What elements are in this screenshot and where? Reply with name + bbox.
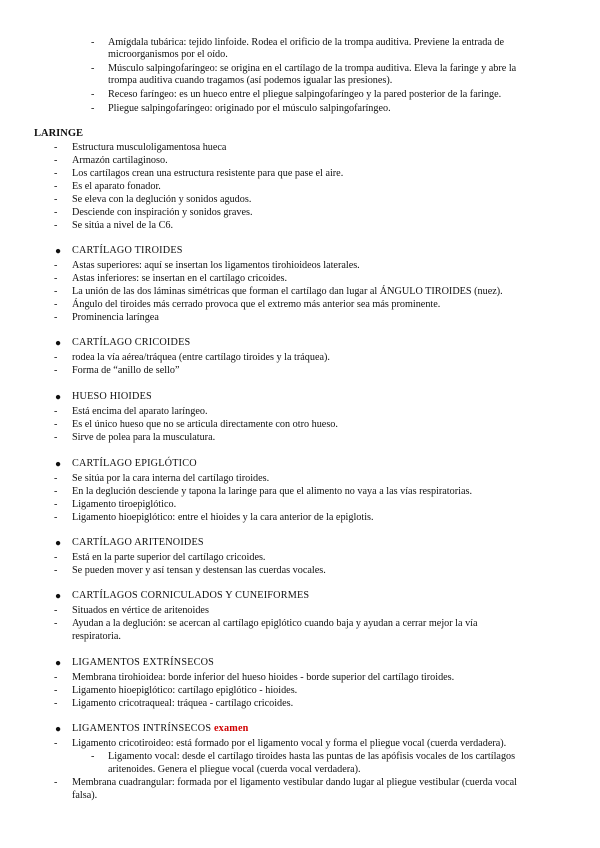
bullet-dash: - (54, 406, 58, 417)
bullet-dash: - (54, 738, 58, 749)
list-item: Es el aparato fonador. (72, 181, 161, 192)
bullet-dot: ● (55, 246, 62, 257)
bullet-dash: - (54, 499, 58, 510)
list-item: Situados en vértice de aritenoides (72, 605, 209, 616)
bullet-dash: - (54, 605, 58, 616)
section-title: CARTÍLAGO CRICOIDES (72, 337, 191, 348)
bullet-dot: ● (55, 658, 62, 669)
bullet-dash: - (54, 365, 58, 376)
bullet-dot: ● (55, 338, 62, 349)
bullet-dash: - (54, 207, 58, 218)
list-item: Está en la parte superior del cartílago cricoides. (72, 552, 266, 563)
bullet-dash: - (54, 672, 58, 683)
section-heading: LARINGE (34, 128, 84, 139)
section-title: LIGAMENTOS EXTRÍNSECOS (72, 657, 215, 668)
bullet-dash: - (54, 473, 58, 484)
list-item-continuation: aritenoides. Genera el pliegue vocal (cuerda vocal verdadera). (108, 764, 361, 775)
list-item: Prominencia laríngea (72, 312, 159, 323)
bullet-dash: - (91, 89, 95, 100)
section-title: HUESO HIOIDES (72, 391, 152, 402)
list-item: Ligamento cricotiroideo: está formado por el ligamento vocal y forma el pliegue vocal (cuerda verdadera). (72, 738, 507, 749)
list-item: Armazón cartilaginoso. (72, 155, 168, 166)
bullet-dash: - (54, 181, 58, 192)
bullet-dash: - (54, 698, 58, 709)
list-item: Amígdala tubárica: tejido linfoide. Rodea el orificio de la trompa auditiva. Previene la entrada de (108, 37, 505, 48)
section-title: CARTÍLAGO TIROIDES (72, 245, 183, 256)
list-item: Membrana cuadrangular: formada por el ligamento vestibular dando lugar al pliegue vestibular (cuerda vocal (72, 777, 517, 788)
bullet-dash: - (54, 312, 58, 323)
list-item: Ligamento hioepiglótico: cartílago epiglótico - hioides. (72, 685, 298, 696)
bullet-dot: ● (55, 724, 62, 735)
list-item: En la deglución desciende y tapona la laringe para que el alimento no vaya a las vías respiratorias. (72, 486, 472, 497)
bullet-dash: - (54, 432, 58, 443)
list-item: Se sitúa a nivel de la C6. (72, 220, 174, 231)
section-title: CARTÍLAGO EPIGLÓTICO (72, 458, 197, 469)
bullet-dash: - (54, 142, 58, 153)
list-item: Los cartílagos crean una estructura resistente para que pase el aire. (72, 168, 344, 179)
bullet-dash: - (54, 352, 58, 363)
list-item: Ligamento cricotraqueal: tráquea - cartílago cricoides. (72, 698, 294, 709)
bullet-dash: - (54, 565, 58, 576)
bullet-dash: - (54, 155, 58, 166)
list-item: Ligamento tiroepiglótico. (72, 499, 177, 510)
list-item-continuation: respiratoria. (72, 631, 121, 642)
list-item: Ligamento vocal: desde el cartílago tiroides hasta las puntas de las apófisis vocales de los cartílagos (108, 751, 516, 762)
bullet-dash: - (54, 419, 58, 430)
list-item: Sirve de polea para la musculatura. (72, 432, 216, 443)
bullet-dash: - (54, 685, 58, 696)
exam-tag: examen (213, 723, 249, 734)
list-item-continuation: trompa auditiva cuando tragamos (así podemos igualar las presiones). (108, 75, 393, 86)
section-title (72, 723, 249, 734)
list-item: Membrana tirohioidea: borde inferior del hueso hioides - borde superior del cartílago tiroides. (72, 672, 455, 683)
list-item: Es el único hueso que no se articula directamente con otro hueso. (72, 419, 338, 430)
list-item: Se pueden mover y así tensan y destensan las cuerdas vocales. (72, 565, 326, 576)
list-item: Ligamento hioepiglótico: entre el hioides y la cara anterior de la epiglotis. (72, 512, 374, 523)
list-item: Receso faríngeo: es un hueco entre el pliegue salpingofaríngeo y la pared posterior de la faringe. (108, 89, 502, 100)
list-item: Ayudan a la deglución: se acercan al cartílago epiglótico cuando baja y ayudan a cerrar mejor la vía (72, 618, 478, 629)
bullet-dash: - (91, 37, 95, 48)
list-item: Pliegue salpingofaríngeo: originado por el músculo salpingofaríngeo. (108, 103, 391, 114)
bullet-dash: - (54, 618, 58, 629)
bullet-dash: - (54, 220, 58, 231)
bullet-dot: ● (55, 591, 62, 602)
list-item: Astas inferiores: se insertan en el cartílago cricoides. (72, 273, 287, 284)
bullet-dash: - (54, 777, 58, 788)
bullet-dot: ● (55, 459, 62, 470)
list-item: Astas superiores: aquí se insertan los ligamentos tirohioideos laterales. (72, 260, 360, 271)
bullet-dash: - (54, 486, 58, 497)
bullet-dot: ● (55, 538, 62, 549)
bullet-dash: - (54, 168, 58, 179)
list-item: La unión de las dos láminas simétricas que forman el cartílago dan lugar al ÁNGULO TIROIDES (nuez). (72, 286, 503, 297)
bullet-dash: - (54, 512, 58, 523)
section-title: CARTÍLAGOS CORNICULADOS Y CUNEIFORMES (72, 590, 310, 601)
bullet-dash: - (54, 286, 58, 297)
bullet-dash: - (54, 552, 58, 563)
section-title: CARTÍLAGO ARITENOIDES (72, 537, 204, 548)
bullet-dash: - (91, 751, 95, 762)
bullet-dash: - (54, 273, 58, 284)
bullet-dot: ● (55, 392, 62, 403)
bullet-dash: - (54, 194, 58, 205)
list-item: Se sitúa por la cara interna del cartílago tiroides. (72, 473, 270, 484)
list-item: Músculo salpingofaríngeo: se origina en el cartílago de la trompa auditiva. Eleva la faringe y abre la (108, 63, 517, 74)
list-item: Estructura musculoligamentosa hueca (72, 142, 227, 153)
bullet-dash: - (91, 103, 95, 114)
list-item: rodea la vía aérea/tráquea (entre cartílago tiroides y la tráquea). (72, 352, 330, 363)
bullet-dash: - (54, 260, 58, 271)
section-title-text: LIGAMENTOS INTRÍNSECOS (72, 723, 212, 734)
list-item-continuation: falsa). (72, 790, 98, 801)
list-item: Desciende con inspiración y sonidos graves. (72, 207, 253, 218)
list-item: Forma de “anillo de sello” (72, 365, 180, 376)
list-item: Está encima del aparato laríngeo. (72, 406, 208, 417)
list-item-continuation: microorganismos por el oído. (108, 49, 228, 60)
list-item: Ángulo del tiroides más cerrado provoca que el extremo más anterior sea más prominente. (72, 299, 441, 310)
bullet-dash: - (91, 63, 95, 74)
list-item: Se eleva con la deglución y sonidos agudos. (72, 194, 252, 205)
bullet-dash: - (54, 299, 58, 310)
